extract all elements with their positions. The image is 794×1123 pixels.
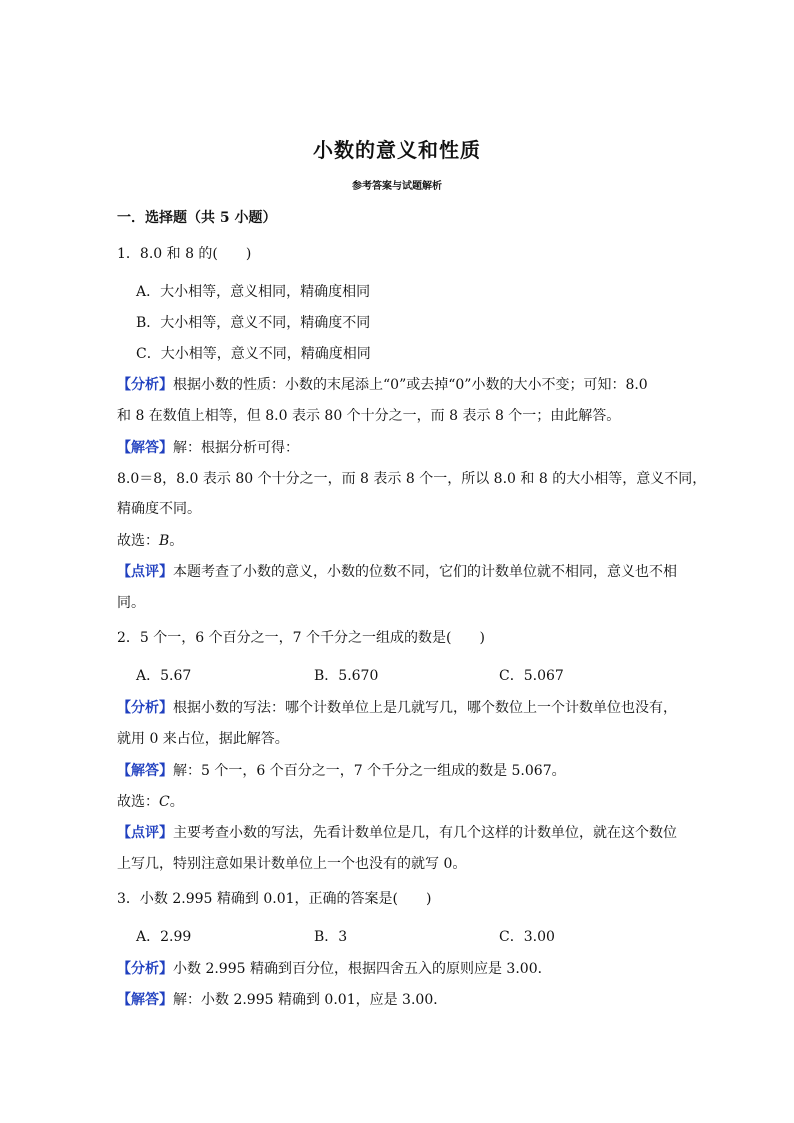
choice-suffix: 。: [169, 794, 184, 810]
question-2-choice: [117, 791, 184, 811]
question-1-analysis-line-1: [117, 374, 648, 394]
question-3-option-a: A．2.99: [136, 929, 192, 945]
question-3-stem: 3．小数 2.995 精确到 0.01，正确的答案是( ): [117, 891, 432, 907]
question-1-comment-line-1: [117, 561, 677, 581]
analysis-text: 根据小数的性质：小数的末尾添上“0”或去掉“0”小数的大小不变；可知：8.0: [173, 377, 648, 393]
question-1-comment-line-2: 同。: [117, 595, 145, 611]
answer-text: 解：5 个一，6 个百分之一，7 个千分之一组成的数是 5.067。: [173, 763, 566, 779]
comment-text: 主要考查小数的写法，先看计数单位是几，有几个这样的计数单位，就在这个数位: [173, 825, 677, 841]
question-3-option-c: C．3.00: [499, 929, 555, 945]
answer-tag: 【解答】: [117, 763, 173, 779]
question-3-option-b: B．3: [314, 929, 348, 945]
question-2-option-b: B．5.670: [314, 668, 379, 684]
comment-tag: 【点评】: [117, 825, 173, 841]
page-title: 小数的意义和性质: [313, 138, 481, 162]
answer-tag: 【解答】: [117, 440, 173, 456]
question-2-option-a: A．5.67: [136, 668, 192, 684]
question-1-option-a: A．大小相等，意义相同，精确度相同: [136, 284, 371, 300]
comment-tag: 【点评】: [117, 564, 173, 580]
question-2-option-c: C．5.067: [499, 668, 564, 684]
question-1-option-b: B．大小相等，意义不同，精确度不同: [136, 315, 371, 331]
question-1-answer-line-1: [117, 437, 299, 457]
analysis-text: 根据小数的写法：哪个计数单位上是几就写几，哪个数位上一个计数单位也没有，: [173, 700, 677, 716]
question-3-analysis-line-1: [117, 958, 552, 978]
question-2-analysis-line-1: [117, 697, 677, 717]
answer-text: 解：根据分析可得：: [173, 440, 299, 456]
question-1-answer-line-3: 精确度不同。: [117, 501, 201, 517]
page-subtitle: 参考答案与试题解析: [352, 181, 442, 192]
question-2-answer-line-1: [117, 760, 566, 780]
analysis-tag: 【分析】: [117, 961, 173, 977]
question-1-answer-line-2: 8.0＝8，8.0 表示 80 个十分之一，而 8 表示 8 个一，所以 8.0 和 8 的大小相等，意义不同，: [117, 471, 707, 487]
question-3-answer-line-1: [117, 989, 447, 1009]
choice-letter: B: [159, 533, 170, 549]
answer-tag: 【解答】: [117, 992, 173, 1008]
question-1-analysis-line-2: 和 8 在数值上相等，但 8.0 表示 80 个十分之一，而 8 表示 8 个一；由此解答。: [117, 408, 621, 424]
question-2-analysis-line-2: 就用 0 来占位，据此解答。: [117, 731, 289, 747]
question-2-comment-line-2: 上写几，特别注意如果计数单位上一个也没有的就写 0。: [117, 856, 467, 872]
question-2-stem: 2．5 个一，6 个百分之一，7 个千分之一组成的数是( ): [117, 630, 485, 646]
question-2-comment-line-1: [117, 822, 677, 842]
question-1-stem: 1．8.0 和 8 的( ): [117, 246, 252, 262]
section-heading: 一．选择题（共 5 小题）: [117, 210, 277, 226]
question-1-choice: [117, 530, 183, 550]
analysis-tag: 【分析】: [117, 377, 173, 393]
question-1-option-c: C．大小相等，意义不同，精确度相同: [136, 346, 371, 362]
comment-text: 本题考查了小数的意义，小数的位数不同，它们的计数单位就不相同，意义也不相: [173, 564, 677, 580]
choice-prefix: 故选：: [117, 794, 159, 810]
choice-prefix: 故选：: [117, 533, 159, 549]
choice-suffix: 。: [169, 533, 184, 549]
choice-letter: C: [159, 794, 170, 810]
analysis-tag: 【分析】: [117, 700, 173, 716]
analysis-text: 小数 2.995 精确到百分位，根据四舍五入的原则应是 3.00．: [173, 961, 552, 977]
answer-text: 解：小数 2.995 精确到 0.01，应是 3.00．: [173, 992, 448, 1008]
